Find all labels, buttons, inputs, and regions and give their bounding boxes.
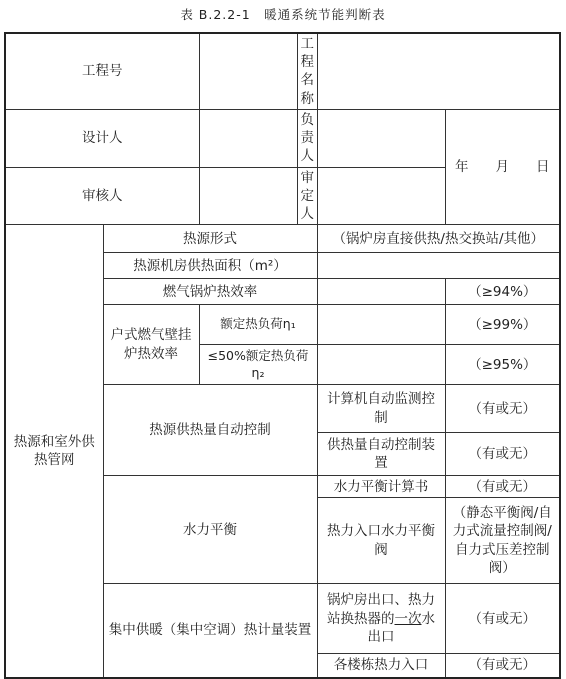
label-responsible: 负责人 xyxy=(297,109,317,167)
table-caption: 表 B.2.2-1 暖通系统节能判断表 xyxy=(180,7,386,22)
label-hydraulic: 水力平衡 xyxy=(103,476,317,584)
label-boiler-outlet xyxy=(317,584,445,654)
label-project-name: 工程名称 xyxy=(297,33,317,109)
label-heat-source-form: 热源形式 xyxy=(103,225,317,253)
label-inlet-valve: 热力入口水力平衡阀 xyxy=(317,498,445,584)
section-heat-source: 热源和室外供热管网 xyxy=(5,225,103,678)
label-partial-load: ≤50%额定热负荷η₂ xyxy=(199,345,317,385)
label-computer-monitor: 计算机自动监测控制 xyxy=(317,385,445,433)
boiler-outlet-underlined: 一次 xyxy=(394,610,422,627)
req-gas-boiler-eff: （≥94%） xyxy=(445,279,560,305)
label-project-no: 工程号 xyxy=(5,33,199,109)
label-heat-auto-device: 供热量自动控制装置 xyxy=(317,433,445,476)
boiler-outlet-text-c: 水出口 xyxy=(367,610,435,645)
req-partial-load: （≥95%） xyxy=(445,345,560,385)
value-boiler-area[interactable] xyxy=(317,253,560,279)
label-wall-boiler: 户式燃气壁挂炉热效率 xyxy=(103,305,199,385)
energy-saving-table xyxy=(4,32,561,679)
value-responsible[interactable] xyxy=(317,109,445,167)
label-designer: 设计人 xyxy=(5,109,199,167)
value-designer[interactable] xyxy=(199,109,297,167)
label-hydraulic-calc: 水力平衡计算书 xyxy=(317,476,445,498)
value-project-no[interactable] xyxy=(199,33,297,109)
value-approver[interactable] xyxy=(317,167,445,225)
options-hydraulic-calc: （有或无） xyxy=(445,476,560,498)
value-partial-load[interactable] xyxy=(317,345,445,385)
options-heat-auto-device: （有或无） xyxy=(445,433,560,476)
options-heat-source-form: （锅炉房直接供热/热交换站/其他） xyxy=(317,225,560,253)
label-gas-boiler-eff: 燃气锅炉热效率 xyxy=(103,279,317,305)
label-boiler-area: 热源机房供热面积（m²） xyxy=(103,253,317,279)
boiler-outlet-text-a: 锅炉房出口、热力站换热器的 xyxy=(327,592,435,627)
label-rated-load: 额定热负荷η₁ xyxy=(199,305,317,345)
label-approver: 审定人 xyxy=(297,167,317,225)
label-reviewer: 审核人 xyxy=(5,167,199,225)
value-project-name[interactable] xyxy=(317,33,560,109)
date-field[interactable]: 年 月 日 xyxy=(445,109,560,224)
options-boiler-outlet: （有或无） xyxy=(445,584,560,654)
label-auto-control: 热源供热量自动控制 xyxy=(103,385,317,476)
options-building-inlet: （有或无） xyxy=(445,654,560,678)
options-inlet-valve: （静态平衡阀/自力式流量控制阀/自力式压差控制阀） xyxy=(445,498,560,584)
value-gas-boiler-eff[interactable] xyxy=(317,279,445,305)
value-rated-load[interactable] xyxy=(317,305,445,345)
req-rated-load: （≥99%） xyxy=(445,305,560,345)
label-metering: 集中供暖（集中空调）热计量装置 xyxy=(103,584,317,678)
label-building-inlet: 各楼栋热力入口 xyxy=(317,654,445,678)
options-computer-monitor: （有或无） xyxy=(445,385,560,433)
value-reviewer[interactable] xyxy=(199,167,297,225)
